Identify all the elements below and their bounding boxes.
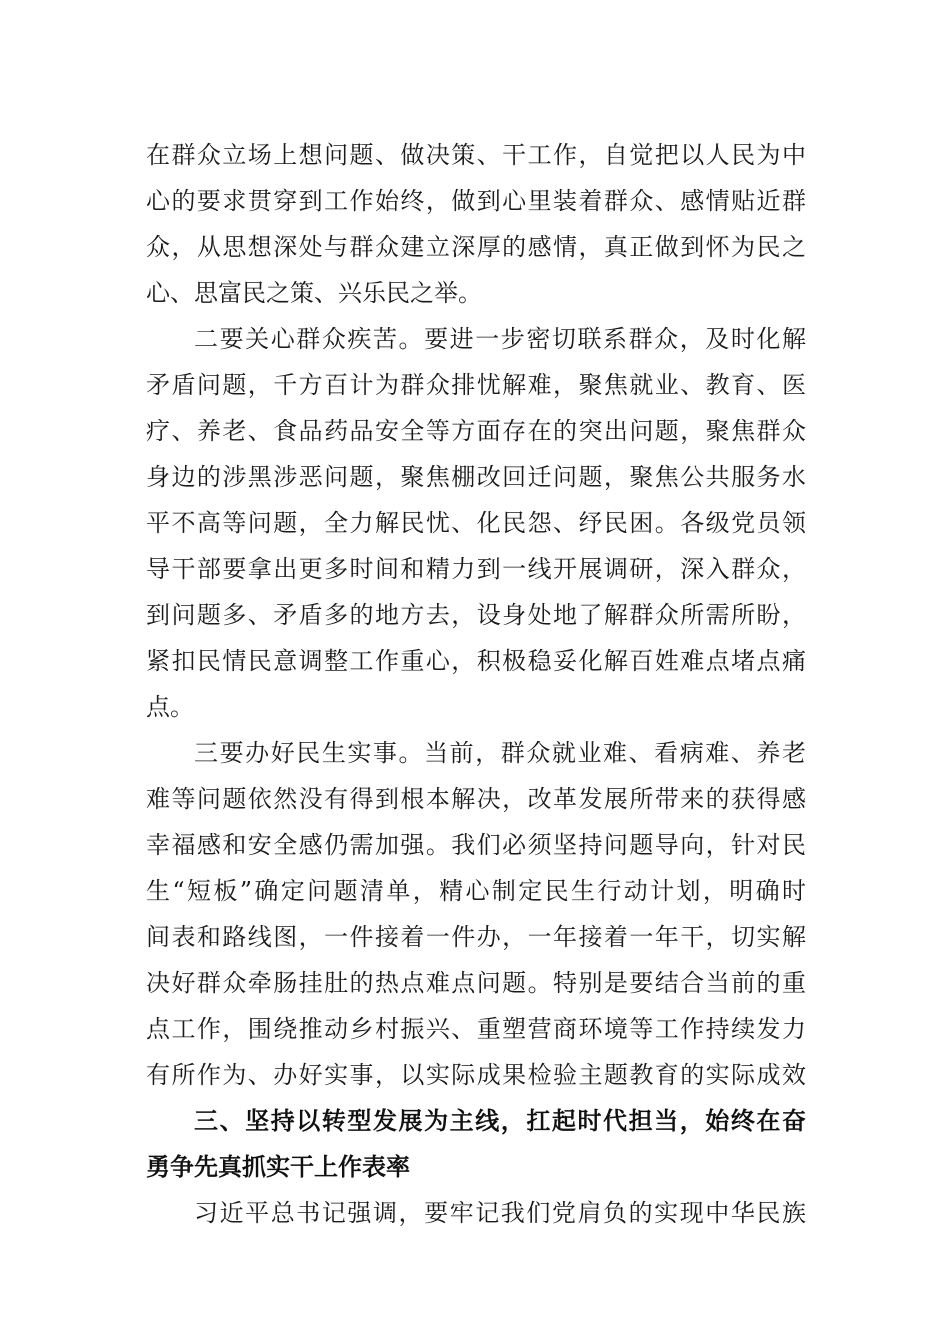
- text-line: 到问题多、矛盾多的地方去，设身处地了解群众所需所盼，: [146, 601, 806, 629]
- text-line: 紧扣民情民意调整工作重心，积极稳妥化解百姓难点堵点痛: [146, 647, 806, 675]
- text-line: 疗、养老、食品药品安全等方面存在的突出问题，聚焦群众: [146, 417, 806, 445]
- text-line: 难等问题依然没有得到根本解决，改革发展所带来的获得感: [146, 785, 806, 813]
- text-line: 点工作，围绕推动乡村振兴、重塑营商环境等工作持续发力: [146, 1015, 806, 1043]
- text-line: 点。: [146, 693, 194, 721]
- paragraph-2: [146, 316, 806, 730]
- paragraph-4: [146, 1190, 806, 1236]
- text-line: 二要关心群众疾苦。要进一步密切联系群众，及时化解: [194, 325, 806, 353]
- text-line: 决好群众牵肠挂肚的热点难点问题。特别是要结合当前的重: [146, 969, 806, 997]
- text-line: 导干部要拿出更多时间和精力到一线开展调研，深入群众，: [146, 555, 806, 583]
- paragraph-3: [146, 730, 806, 1098]
- text-line: 矛盾问题，千方百计为群众排忧解难，聚焦就业、教育、医: [146, 371, 806, 399]
- heading-line: 三、坚持以转型发展为主线，扛起时代担当，始终在奋: [194, 1107, 806, 1135]
- text-line: 身边的涉黑涉恶问题，聚焦棚改回迁问题，聚焦公共服务水: [146, 463, 806, 491]
- text-line: 在群众立场上想问题、做决策、干工作，自觉把以人民为中: [146, 141, 806, 169]
- text-line: 习近平总书记强调，要牢记我们党肩负的实现中华民族: [194, 1199, 806, 1227]
- section-heading: [146, 1098, 806, 1190]
- text-line: 幸福感和安全感仍需加强。我们必须坚持问题导向，针对民: [146, 831, 806, 859]
- text-line: 三要办好民生实事。当前，群众就业难、看病难、养老: [194, 739, 806, 767]
- paragraph-1: [146, 132, 806, 316]
- text-line: 众，从思想深处与群众建立深厚的感情，真正做到怀为民之: [146, 233, 806, 261]
- text-line: 生“短板”确定问题清单，精心制定民生行动计划，明确时: [146, 877, 806, 905]
- document-body: [146, 132, 806, 1236]
- text-line: 间表和路线图，一件接着一件办，一年接着一年干，切实解: [146, 923, 806, 951]
- text-line: 有所作为、办好实事，以实际成果检验主题教育的实际成效: [146, 1061, 806, 1089]
- text-line: 平不高等问题，全力解民忧、化民怨、纾民困。各级党员领: [146, 509, 806, 537]
- text-line: 心、思富民之策、兴乐民之举。: [146, 279, 482, 307]
- heading-line: 勇争先真抓实干上作表率: [146, 1153, 410, 1181]
- text-line: 心的要求贯穿到工作始终，做到心里装着群众、感情贴近群: [146, 187, 806, 215]
